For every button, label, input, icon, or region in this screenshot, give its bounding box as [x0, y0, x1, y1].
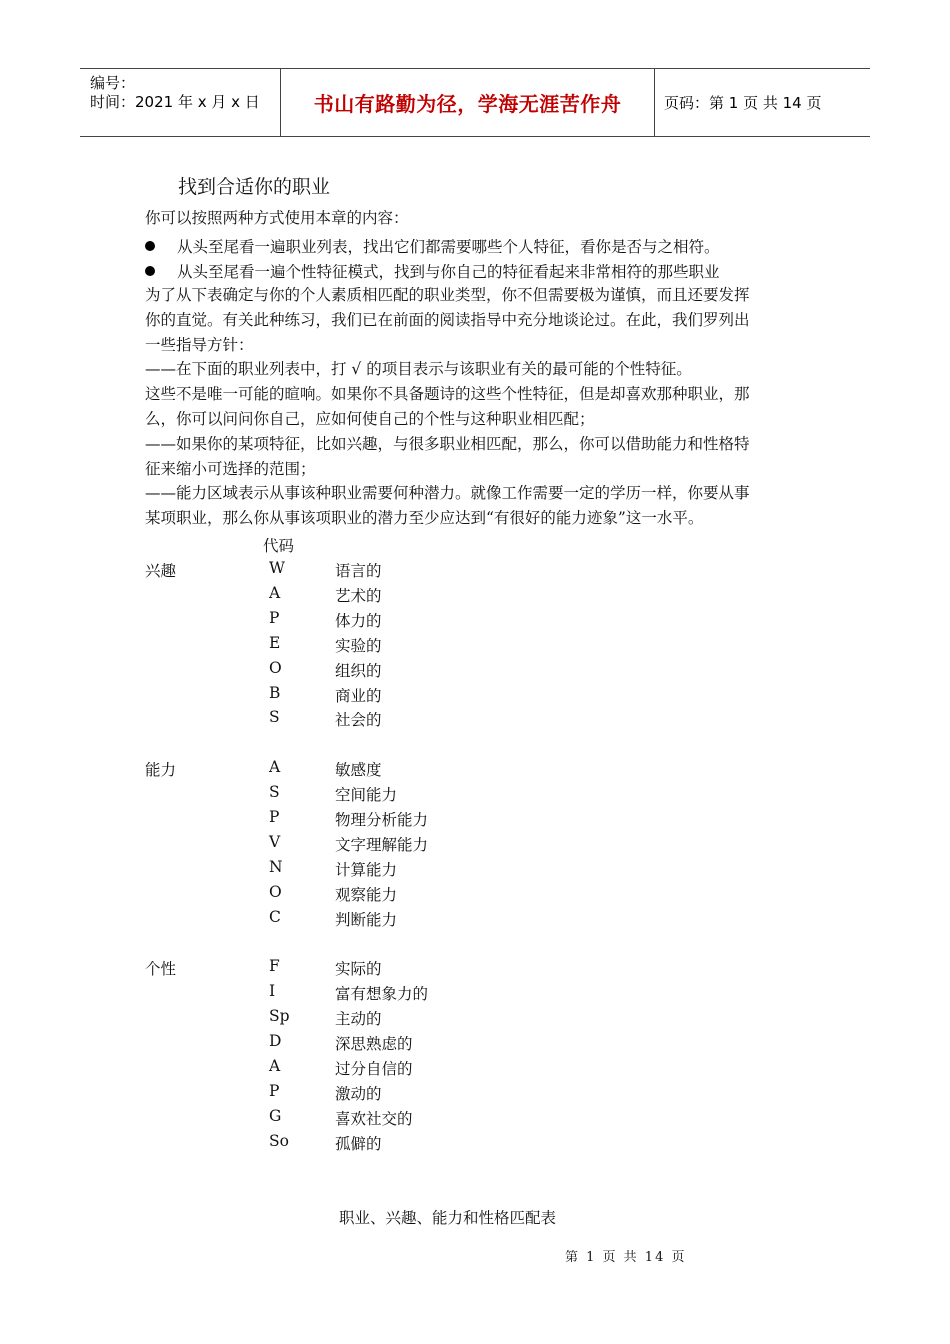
code-description: 激动的 — [335, 1084, 382, 1103]
document-header — [80, 68, 870, 137]
bullet-text: 从头至尾看一遍个性特征模式，找到与你自己的特征看起来非常相符的那些职业 — [177, 263, 720, 281]
code-value: P — [269, 808, 280, 826]
code-description: 深思熟虑的 — [335, 1035, 413, 1054]
bullet-item-1 — [145, 235, 720, 257]
code-value: O — [269, 658, 282, 677]
code-description: 观察能力 — [335, 885, 398, 904]
code-description: 富有想象力的 — [335, 985, 429, 1004]
code-description: 主动的 — [335, 1010, 382, 1029]
code-description: 孤僻的 — [335, 1134, 382, 1153]
code-value: I — [269, 982, 276, 1001]
code-description: 文字理解能力 — [335, 835, 429, 854]
code-value: N — [269, 857, 283, 876]
code-description: 空间能力 — [335, 786, 398, 805]
number-label: 编号： — [90, 74, 136, 92]
code-value: P — [269, 1081, 280, 1100]
code-description: 组织的 — [335, 661, 382, 680]
code-value: G — [269, 1106, 282, 1125]
code-value: W — [269, 559, 285, 577]
category-label: 个性 — [145, 960, 177, 979]
code-value: E — [269, 633, 281, 652]
paragraph-line: ——在下面的职业列表中，打 √ 的项目表示与该职业有关的最可能的个性特征。 — [145, 360, 692, 379]
code-description: 计算能力 — [335, 860, 398, 879]
code-value: S — [269, 783, 280, 802]
bullet-dot-icon — [145, 241, 155, 251]
paragraph-line: 为了从下表确定与你的个人素质相匹配的职业类型，你不但需要极为谨慎，而且还要发挥 — [145, 286, 750, 304]
code-column-header: 代码 — [263, 537, 295, 555]
paragraph-line: 你的直觉。有关此种练习，我们已在前面的阅读指导中充分地谈论过。在此，我们罗列出 — [145, 310, 750, 329]
header-meta-cell — [80, 69, 280, 136]
paragraph-line: 征来缩小可选择的范围； — [145, 459, 316, 478]
code-description: 实验的 — [335, 636, 382, 655]
paragraph-line: ——如果你的某项特征，比如兴趣，与很多职业相匹配，那么，你可以借助能力和性格特 — [145, 434, 750, 453]
code-description: 商业的 — [335, 686, 382, 705]
paragraph-line: 一些指导方针： — [145, 335, 254, 354]
category-label: 能力 — [145, 761, 177, 780]
code-value: P — [269, 608, 280, 627]
bullet-item-2 — [145, 260, 720, 282]
code-value: O — [269, 882, 282, 901]
code-description: 实际的 — [335, 960, 382, 979]
bullet-text: 从头至尾看一遍职业列表，找出它们都需要哪些个人特征，看你是否与之相符。 — [177, 238, 720, 256]
paragraph-line: 么，你可以问问你自己，应如何使自己的个性与这种职业相匹配； — [145, 410, 595, 428]
page-info: 页码：第 1 页 共 14 页 — [664, 94, 822, 112]
header-motto-cell — [280, 69, 655, 136]
bullet-dot-icon — [145, 266, 155, 276]
code-description: 物理分析能力 — [335, 811, 429, 829]
code-value: So — [269, 1131, 289, 1150]
code-description: 语言的 — [335, 562, 382, 580]
code-value: A — [269, 583, 281, 602]
code-value: D — [269, 1032, 282, 1051]
time-label: 时间：2021 年 x 月 x 日 — [90, 93, 260, 111]
code-description: 社会的 — [335, 711, 382, 730]
code-value: A — [269, 1057, 281, 1075]
page-footer: 第 1 页 共 14 页 — [565, 1250, 687, 1265]
code-value: B — [269, 683, 281, 702]
code-value: S — [269, 708, 280, 727]
header-page-cell — [654, 69, 870, 136]
code-value: F — [269, 957, 280, 976]
code-description: 喜欢社交的 — [335, 1109, 413, 1128]
code-description: 艺术的 — [335, 586, 382, 605]
code-value: A — [269, 758, 281, 777]
code-value: C — [269, 907, 281, 926]
code-description: 体力的 — [335, 611, 382, 630]
code-description: 敏感度 — [335, 761, 382, 780]
code-value: Sp — [269, 1007, 290, 1026]
page-title: 找到合适你的职业 — [178, 176, 331, 198]
intro-text: 你可以按照两种方式使用本章的内容： — [145, 209, 409, 227]
code-value: V — [269, 832, 281, 851]
code-description: 过分自信的 — [335, 1060, 413, 1078]
category-label: 兴趣 — [145, 562, 177, 580]
motto-text: 书山有路勤为径，学海无涯苦作舟 — [313, 92, 622, 116]
code-description: 判断能力 — [335, 910, 398, 929]
paragraph-line: 某项职业，那么你从事该项职业的潜力至少应达到“有很好的能力迹象”这一水平。 — [145, 509, 704, 528]
table-caption: 职业、兴趣、能力和性格匹配表 — [339, 1209, 557, 1227]
paragraph-line: ——能力区域表示从事该种职业需要何种潜力。就像工作需要一定的学历一样，你要从事 — [145, 484, 750, 503]
paragraph-line: 这些不是唯一可能的暄响。如果你不具备题诗的这些个性特征，但是却喜欢那种职业，那 — [145, 385, 750, 404]
